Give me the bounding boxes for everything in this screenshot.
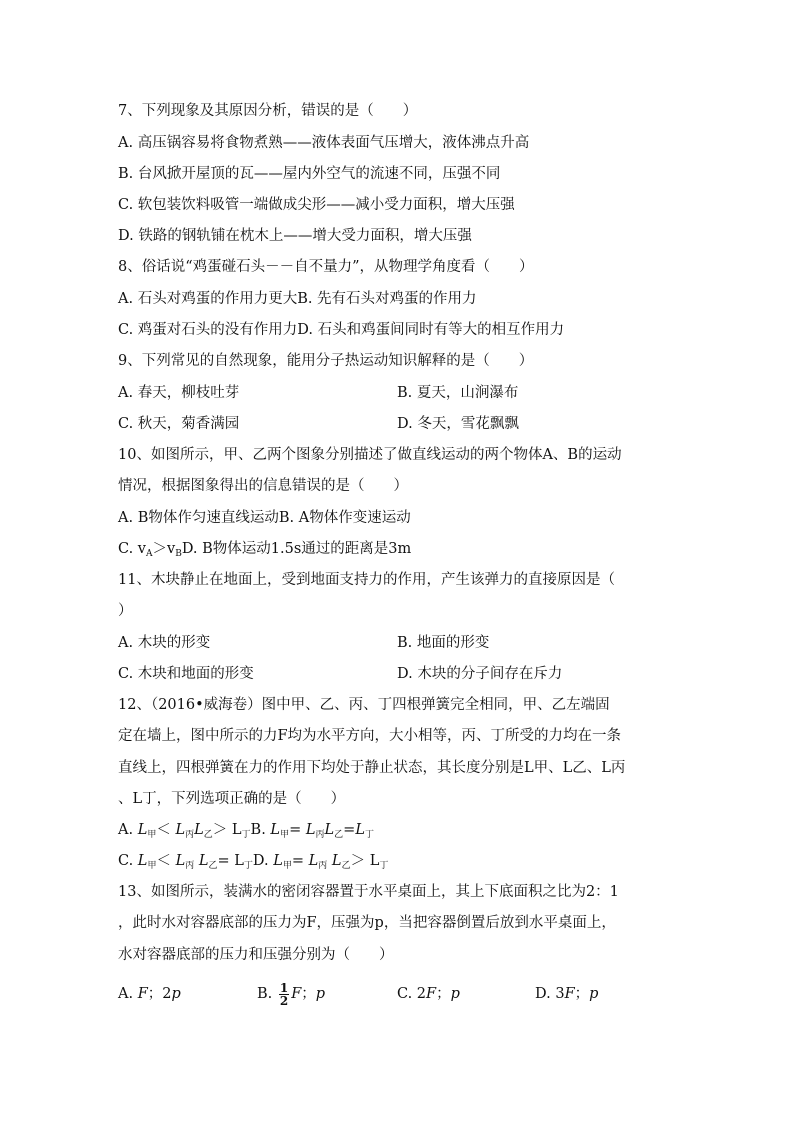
q13-b-label: B. xyxy=(257,986,277,1002)
q11-option-c: C. 木块和地面的形变 xyxy=(118,666,254,682)
q10-stem-line2: 情况，根据图象得出的信息错误的是（ ） xyxy=(118,478,408,494)
q8-options-cd: C. 鸡蛋对石头的没有作用力D. 石头和鸡蛋间同时有等大的相互作用力 xyxy=(118,322,565,338)
q12-a-L: L xyxy=(175,822,186,838)
q10-options-cd xyxy=(118,539,411,559)
q12-c-L: L xyxy=(137,853,148,869)
q12-c-op: ＜ xyxy=(156,853,176,869)
q8-options-ab: A. 石头对鸡蛋的作用力更大B. 先有石头对鸡蛋的作用力 xyxy=(118,291,477,307)
q9-option-b: B. 夏天，山涧瀑布 xyxy=(397,385,519,401)
q11-option-a: A. 木块的形变 xyxy=(118,635,211,651)
q9-option-c: C. 秋天，菊香满园 xyxy=(118,416,240,432)
q12-c-L: L xyxy=(194,853,209,869)
q12-b-op: = xyxy=(289,822,306,838)
q12-d-sub: 甲 xyxy=(282,861,292,871)
q12-a-label: A. xyxy=(118,822,138,838)
q10-option-c-prefix: C. v xyxy=(118,541,146,557)
q12-a-sub: 丙 xyxy=(185,830,195,840)
fraction-numerator: 1 xyxy=(279,980,289,995)
q9-option-d: D. 冬天，雪花飘飘 xyxy=(397,416,519,432)
q10-options-ab: A. B物体作匀速直线运动B. A物体作变速运动 xyxy=(118,510,411,526)
q11-options-row2 xyxy=(118,664,563,684)
q10-option-d: D. B物体运动1.5s通过的距离是3m xyxy=(181,541,412,557)
q9-option-a: A. 春天，柳枝吐芽 xyxy=(118,385,240,401)
q12-a-sub: 丁 xyxy=(241,830,251,840)
q13-stem-line2: ，此时水对容器底部的压力为F，压强为p，当把容器倒置后放到水平桌面上， xyxy=(118,915,616,931)
q9-options-row2 xyxy=(118,414,519,434)
q13-d-label: D. 3 xyxy=(535,986,565,1002)
q12-d-L: L xyxy=(327,853,342,869)
q7-option-b: B. 台风掀开屋顶的瓦——屋内外空气的流速不同，压强不同 xyxy=(118,166,501,182)
q13-b-fraction xyxy=(279,982,289,1007)
q13-option-d xyxy=(535,981,598,1007)
q13-c-label: C. 2 xyxy=(397,986,427,1002)
q12-d-sub: 丁 xyxy=(379,861,389,871)
q12-c-L: L xyxy=(175,853,186,869)
q7-stem: 7、下列现象及其原因分析，错误的是（ ） xyxy=(118,103,418,119)
q13-c-F: F xyxy=(426,986,437,1002)
q7-option-a: A. 高压锅容易将食物煮熟——液体表面气压增大，液体沸点升高 xyxy=(118,135,530,151)
q13-d-sep: ； xyxy=(574,986,590,1002)
q12-a-op: ＜ xyxy=(156,822,176,838)
q13-c-p: p xyxy=(450,986,460,1002)
q13-option-a xyxy=(118,981,181,1007)
q13-a-p: p xyxy=(171,986,181,1002)
q10-stem-line1: 10、如图所示，甲、乙两个图象分别描述了做直线运动的两个物体A、B的运动 xyxy=(118,447,622,463)
q13-a-F: F xyxy=(137,986,148,1002)
q13-option-c xyxy=(397,981,460,1007)
q12-c-sub: 丙 xyxy=(185,861,195,871)
q10-option-c-mid: ＞v xyxy=(152,541,176,557)
q12-b-label: B. xyxy=(250,822,271,838)
q12-d-sub: 乙 xyxy=(341,861,351,871)
q12-d-L: L xyxy=(273,853,283,869)
q12-stem-line1: 12、（2016•威海卷）图中甲、乙、丙、丁四根弹簧完全相同，甲、乙左端固 xyxy=(118,697,610,713)
q12-d-sub: 丙 xyxy=(318,861,328,871)
q13-d-F: F xyxy=(564,986,575,1002)
q10-sub-b: B xyxy=(175,549,182,559)
q12-a-L: L xyxy=(194,822,204,838)
q12-b-sub: 丙 xyxy=(315,830,325,840)
q12-options-ab xyxy=(118,820,374,840)
q12-b-L: L xyxy=(305,822,316,838)
q11-stem-line1: 11、木块静止在地面上，受到地面支持力的作用，产生该弹力的直接原因是（ xyxy=(118,572,615,588)
q11-option-b: B. 地面的形变 xyxy=(397,635,490,651)
q12-stem-line4: 、L丁，下列选项正确的是（ ） xyxy=(118,791,346,807)
q12-stem-line3: 直线上，四根弹簧在力的作用下均处于静止状态，其长度分别是L甲、L乙、L丙 xyxy=(118,760,626,776)
q12-b-op: = xyxy=(343,822,356,838)
q7-option-d: D. 铁路的钢轨铺在枕木上——增大受力面积，增大压强 xyxy=(118,228,472,244)
q13-a-label: A. xyxy=(118,986,138,1002)
q12-c-sub: 乙 xyxy=(208,861,218,871)
q12-c-sub: 甲 xyxy=(147,861,157,871)
q12-b-L: L xyxy=(355,822,365,838)
q12-b-sub: 乙 xyxy=(334,830,344,840)
q9-stem: 9、下列常见的自然现象，能用分子热运动知识解释的是（ ） xyxy=(118,353,534,369)
q12-a-L: L xyxy=(137,822,148,838)
q8-stem: 8、俗话说“鸡蛋碰石头－－自不量力”，从物理学角度看（ ） xyxy=(118,259,534,275)
q13-b-p: p xyxy=(315,986,326,1002)
q12-d-label: D. xyxy=(252,853,274,869)
q11-options-row1 xyxy=(118,633,490,653)
q12-stem-line2: 定在墙上，图中所示的力F均为水平方向，大小相等，丙、丁所受的力均在一条 xyxy=(118,728,622,744)
q13-a-sep: ；2 xyxy=(147,986,172,1002)
fraction-denominator: 2 xyxy=(279,993,289,1008)
q12-d-L: L xyxy=(369,853,380,869)
q12-a-sub: 乙 xyxy=(203,830,213,840)
q12-b-sub: 丁 xyxy=(364,830,374,840)
q12-d-op: ＞ xyxy=(350,853,370,869)
q9-options-row1 xyxy=(118,383,519,403)
q13-b-sep: ； xyxy=(301,986,316,1002)
q12-c-sub: 丁 xyxy=(243,861,253,871)
q12-b-L: L xyxy=(324,822,335,838)
q12-c-label: C. xyxy=(118,853,138,869)
q13-option-b xyxy=(257,981,325,1007)
q12-c-L: L xyxy=(234,853,244,869)
q13-stem-line3: 水对容器底部的压力和压强分别为（ ） xyxy=(118,947,394,963)
q12-d-op: = xyxy=(291,853,309,869)
q12-c-op: = xyxy=(217,853,235,869)
q11-option-d: D. 木块的分子间存在斥力 xyxy=(397,666,563,682)
q13-stem-line1: 13、如图所示，装满水的密闭容器置于水平桌面上，其上下底面积之比为2：1 xyxy=(118,884,619,900)
q12-options-cd xyxy=(118,851,388,871)
q13-b-F: F xyxy=(291,986,302,1002)
q12-b-sub: 甲 xyxy=(280,830,290,840)
q12-d-L: L xyxy=(308,853,319,869)
q12-b-L: L xyxy=(270,822,281,838)
q11-stem-line2: ） xyxy=(118,603,133,619)
q12-a-op: ＞ xyxy=(212,822,232,838)
q10-sub-a: A xyxy=(146,549,153,559)
q12-a-sub: 甲 xyxy=(147,830,157,840)
q7-option-c: C. 软包装饮料吸管一端做成尖形——减小受力面积，增大压强 xyxy=(118,197,515,213)
q13-d-p: p xyxy=(589,986,599,1002)
q12-a-L: L xyxy=(231,822,242,838)
q13-c-sep: ； xyxy=(436,986,451,1002)
